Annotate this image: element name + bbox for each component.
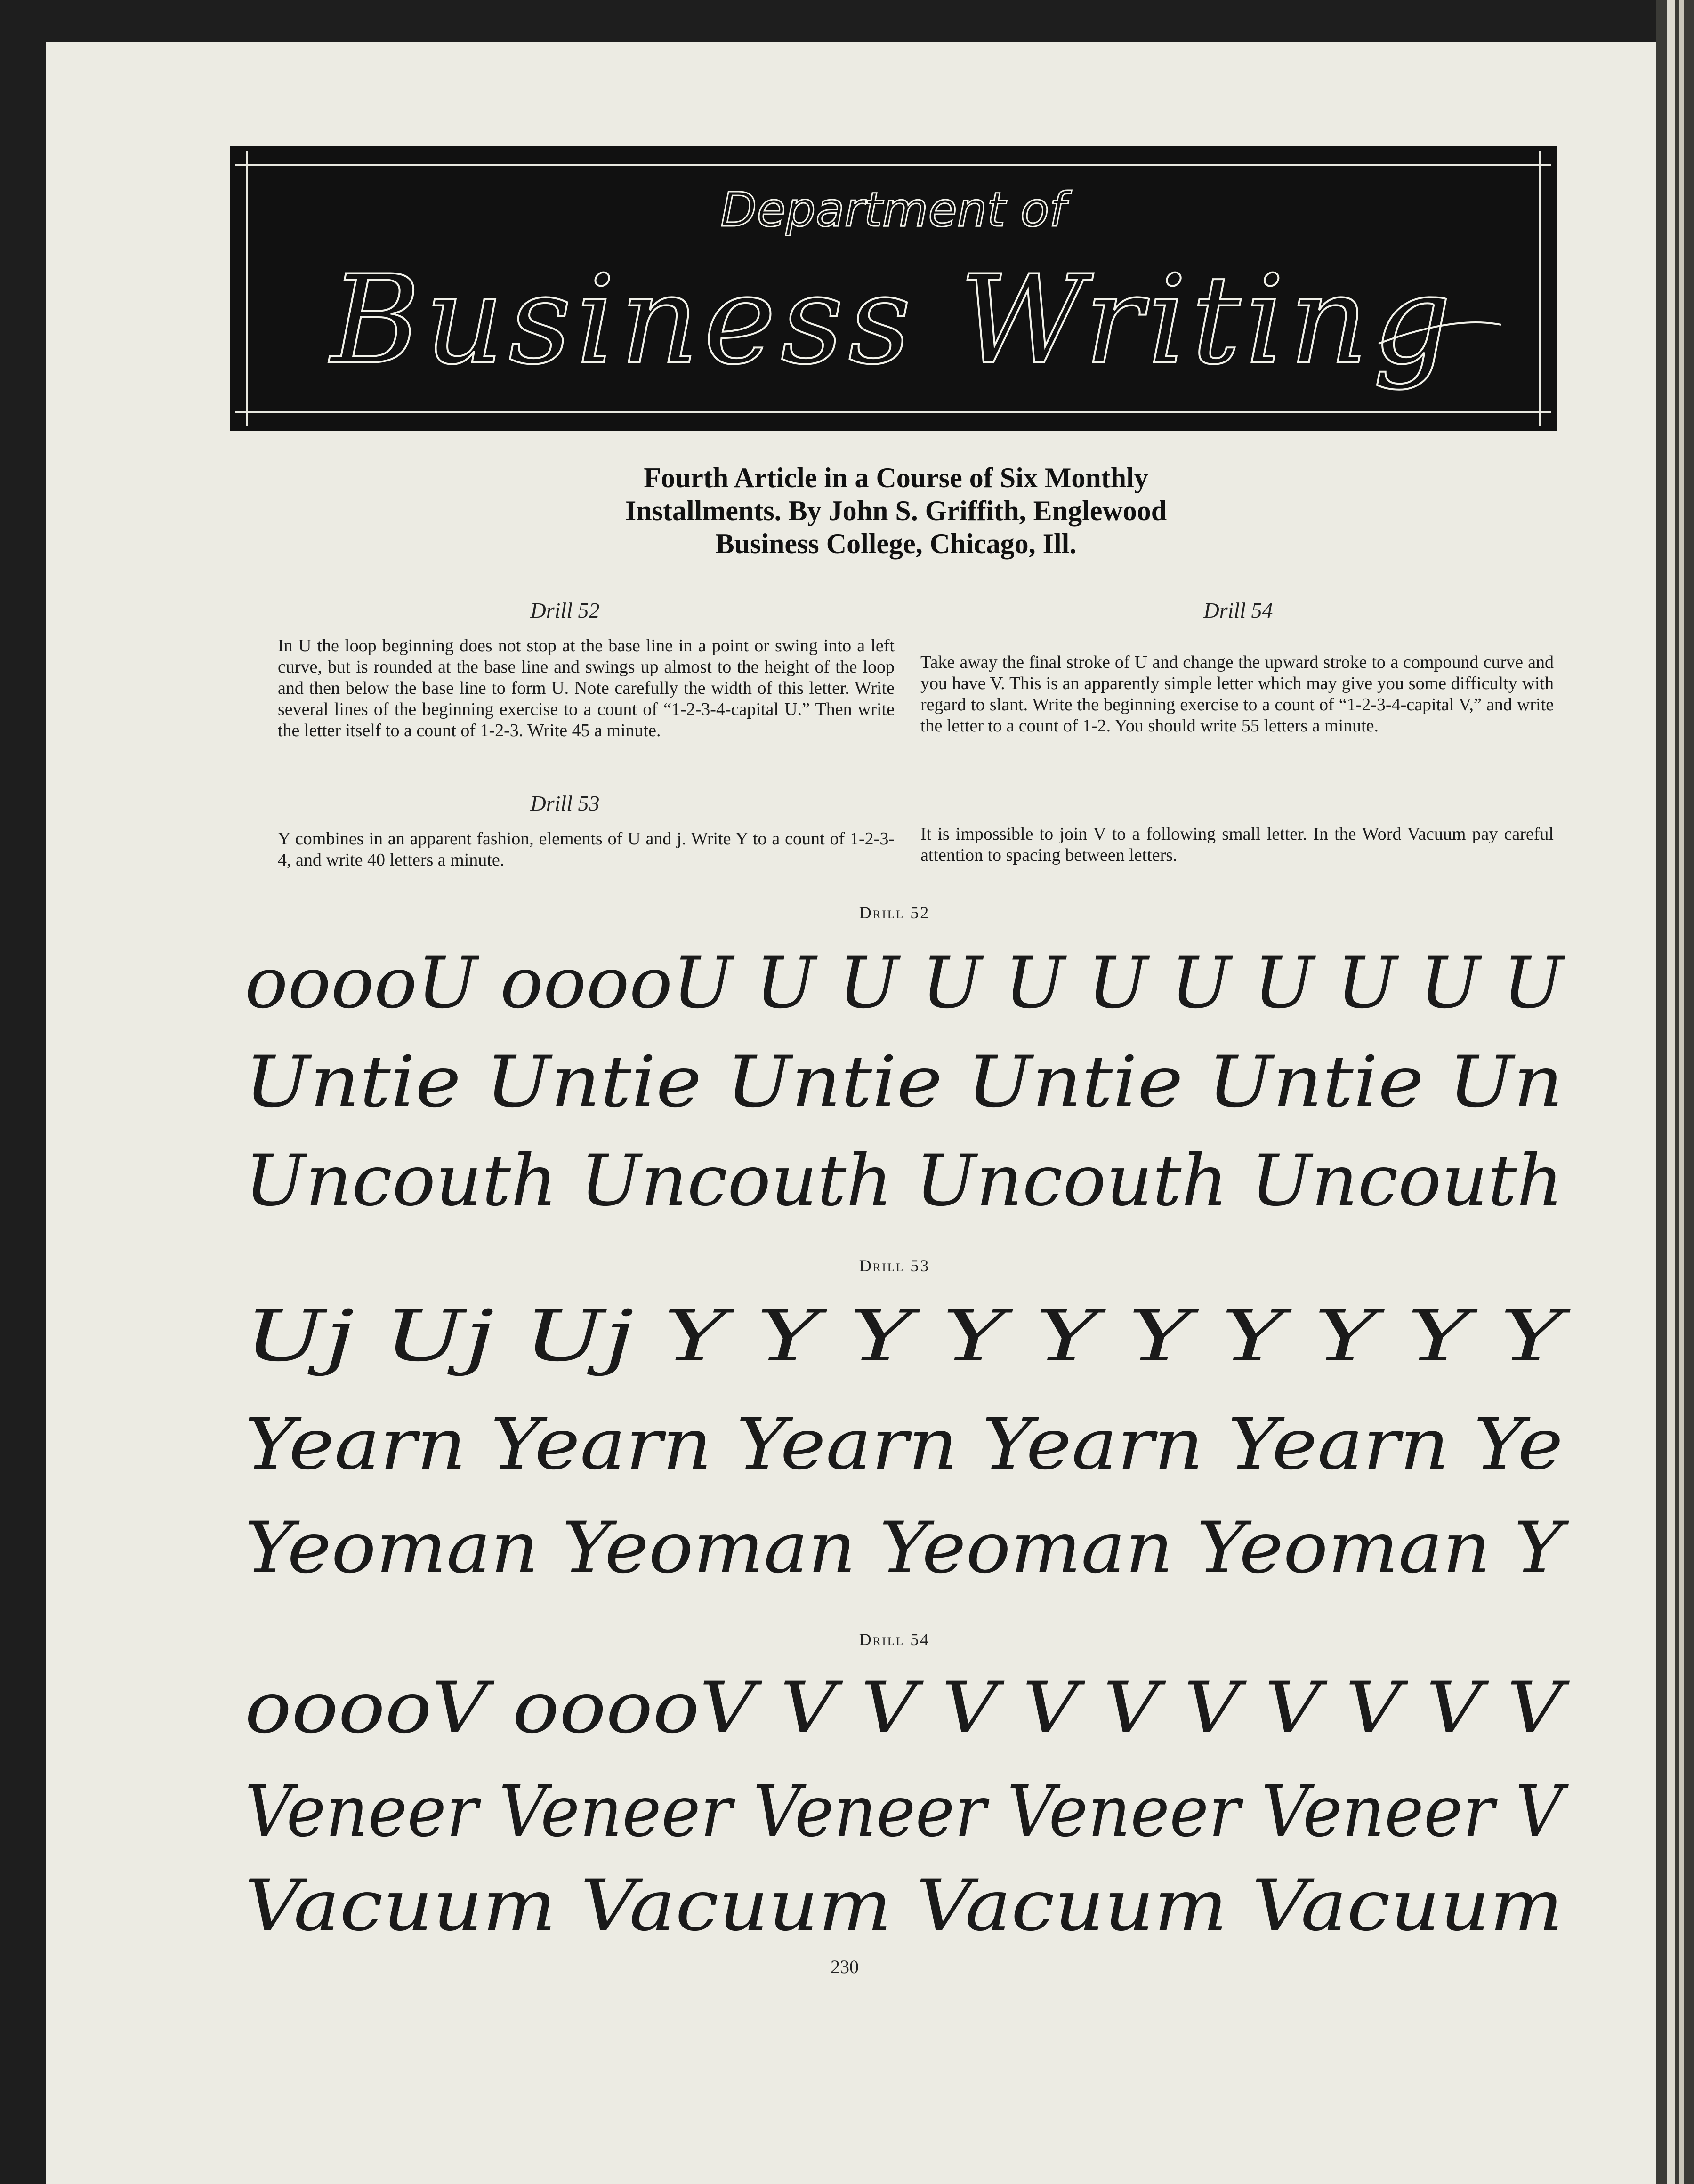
script-line: Uj Uj Uj Y Y Y Y Y Y Y Y Y Y	[245, 1295, 1571, 1377]
left-drill-title-1: Drill 52	[530, 598, 600, 622]
script-line: Yeoman Yeoman Yeoman Yeoman Y	[245, 1507, 1569, 1589]
script-line: ooooU ooooU U U U U U U U U U U	[245, 942, 1565, 1024]
right-paragraph-1: Take away the final stroke of U and change the upward stroke to a compound curve and you have V. This is an apparently simple letter which may give you some difficulty with regard to slant. Write the beginning exercise to a count of “1-2-3-4-capital V,” and write the letter to a count of 1-2. You should write 55 letters a minute.	[920, 652, 1554, 736]
department-header-banner	[230, 146, 1557, 431]
right-drill-title-1: Drill 54	[1203, 598, 1273, 622]
left-paragraph-2: Y combines in an apparent fashion, elements of U and j. Write Y to a count of 1-2-3-4, and write 40 letters a minute.	[278, 829, 895, 870]
script-line: Untie Untie Untie Untie Untie Un	[245, 1041, 1563, 1123]
script-line: Yearn Yearn Yearn Yearn Yearn Ye	[245, 1404, 1563, 1485]
left-drill-title-2: Drill 53	[530, 791, 600, 815]
book-spine	[1656, 0, 1694, 2184]
drill-54-label: Drill 54	[859, 1630, 930, 1649]
left-paragraph-1: In U the loop beginning does not stop at the base line in a point or swing into a left curve, but is rounded at the base line and swings up almost to the height of the loop and then below the base line to form U. Note carefully the width of this letter. Write several lines of the beginning exercise to a count of “1-2-3-4-capital U.” Then write the letter itself to a count of 1-2-3. Write 45 a minute.	[278, 636, 895, 740]
script-line: Uncouth Uncouth Uncouth Uncouth	[245, 1140, 1563, 1219]
drill-53-label: Drill 53	[859, 1256, 930, 1275]
drill-54-script	[235, 1662, 1573, 1944]
article-headline: Fourth Article in a Course of Six Monthly Installments. By John S. Griffith, Englewood Business College, Chicago, Ill.	[625, 462, 1167, 559]
script-line: Veneer Veneer Veneer Veneer Veneer V	[245, 1771, 1569, 1853]
page-number: 230	[831, 1956, 859, 1977]
script-line: Vacuum Vacuum Vacuum Vacuum	[245, 1865, 1563, 1944]
department-label: Department of	[720, 182, 1066, 237]
drill-52-label: Drill 52	[859, 903, 930, 922]
drill-53-script	[235, 1290, 1573, 1591]
script-line: ooooV ooooV V V V V V V V V V V	[245, 1667, 1571, 1749]
banner-title: Business Writing	[330, 249, 1456, 392]
drill-52-script	[235, 937, 1573, 1219]
right-paragraph-2: It is impossible to join V to a following small letter. In the Word Vacuum pay careful attention to spacing between letters.	[920, 824, 1554, 865]
